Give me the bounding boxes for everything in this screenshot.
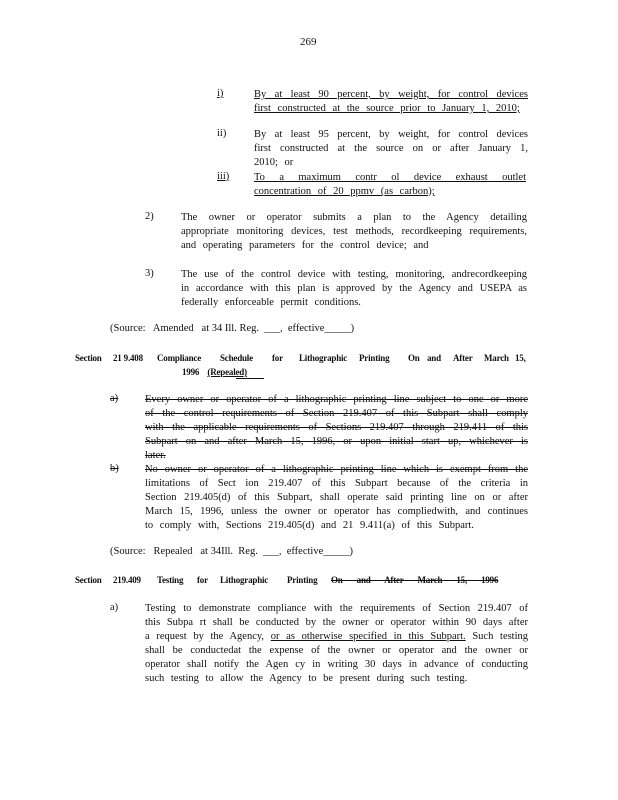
item-ii-text: By at least 95 percent, by weight, for control devices first constructed at the source on or after January 1, 2010; or [254,129,528,168]
struck-title: On and After March 15, 1996 [331,575,499,585]
title-word: 1996 [182,367,200,377]
title-word: for [197,575,208,585]
section-408-a-label: a) [110,393,119,404]
title-word: Lithographic [220,575,269,585]
source-note-amended: (Source: Amended at 34 Ill. Reg. ___, effective_____) [110,323,355,334]
section-408-heading-line2 [182,367,247,377]
title-word: On [408,353,420,363]
section-408-b-text [145,463,528,533]
section-408-b-label: b) [110,463,119,474]
title-word: After [453,353,473,363]
item-i-label: i) [217,88,224,99]
title-word: Schedule [220,353,253,363]
remaining-text: limitations of Sect ion 219.407 of this Subpart because of the criteria in Section 219.405(d) of this Subpart, shall operate said printing line on or after March 15, 1996, unless the owner or operator has compliedwith, and continues to comply with, Sections 219.405(d) and 21 9.411(a) of this Subpart. [145,478,528,531]
text-part: Such testing shall be conductedat the expense of the owner or operator and the owner or operator shall notify the Agen cy in writing 30 days in advance of conducting such testing to allow the Agency to be present during such testing. [145,631,529,684]
title-word: 15, [515,353,526,363]
item-i-text: By at least 90 percent, by weight, for control devices first constructed at the source prior to January 1, 2010; [254,89,528,114]
para-2-label: 2) [145,211,154,222]
section-label: Section [75,353,102,363]
title-word: March [484,353,509,363]
struck-text: No owner or operator of a lithographic printing line which is exempt from the [145,464,528,475]
para-2-text: The owner or operator submits a plan to the Agency detailing appropriate monitoring devices, test methods, recordkeeping requirements, and operating parameters for the control device; and [181,212,527,251]
section-409-heading [75,575,527,589]
section-409-a-text [145,602,528,686]
title-word: Printing [287,575,318,585]
title-word: for [272,353,283,363]
page-number: 269 [300,36,317,48]
item-iii-text: To a maximum contr ol device exhaust outlet concentration of 20 ppmv (as carbon); [254,172,526,197]
para-3-text: The use of the control device with testing, monitoring, andrecordkeeping in accordance with this plan is approved by the Agency and USEPA as federally enforceable permit conditions. [181,269,527,308]
section-408-heading [75,353,527,367]
section-409-a-label: a) [110,602,119,613]
section-number: 219.409 [113,575,141,585]
source-note-repealed: (Source: Repealed at 34Ill. Reg. ___, effective_____) [110,546,353,557]
section-label: Section [75,575,102,585]
title-word: and [427,353,441,363]
section-408-a-text: Every owner or operator of a lithographic printing line subject to one or more of the control requirements of Section 219.407 of this Subpart shall comply with the applicable requirements of Sections 219.407 through 219.411 of this Subpart on and after March 15, 1996, or upon initial start up, whichever is later. [145,394,528,461]
item-ii-label: ii) [217,128,227,139]
repealed-tag: (Repealed) [207,367,247,377]
text-part: Testing to demonstrate compliance with the requirements of Section 219.407 of this Subpa rt shall be conducted by the owner or operator within 90 days after a request by the Agency, [145,603,528,642]
title-word: Testing [157,575,184,585]
title-word: Lithographic [299,353,348,363]
item-iii-label: iii) [217,171,230,182]
heading-underline [236,378,264,379]
section-number: 21 9.408 [113,353,143,363]
para-3-label: 3) [145,268,154,279]
title-word: Printing [359,353,390,363]
inserted-text: or as otherwise specified in this Subpart. [270,631,466,642]
title-word: Compliance [157,353,201,363]
